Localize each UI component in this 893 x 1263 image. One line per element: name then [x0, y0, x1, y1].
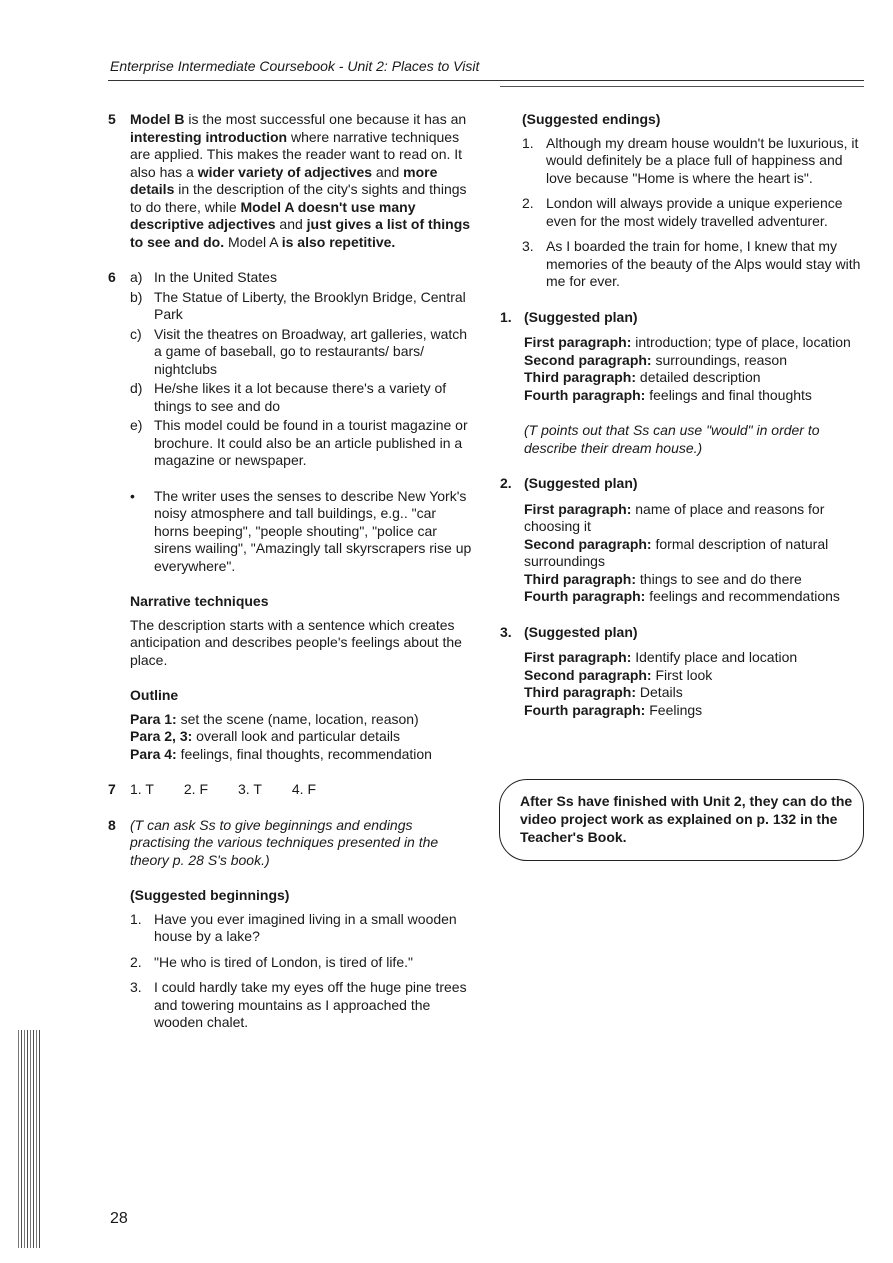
- plan-row-label: Second paragraph:: [524, 535, 652, 552]
- plan-number: 2.: [500, 475, 512, 491]
- exercise-7: [108, 781, 473, 799]
- plan-section: [500, 475, 872, 606]
- beginnings-heading: (Suggested beginnings): [130, 887, 290, 903]
- plan-rows: [524, 501, 872, 606]
- text-run: Model B: [130, 111, 185, 127]
- bullet-text: The writer uses the senses to describe New York's noisy atmosphere and tall buildings, e.g.. "car horns beeping", "people shouting", "police car sirens wailing", "Amazingly tall skyrscrapers rise up everywhere".: [154, 487, 472, 574]
- outline-label: Para 4:: [130, 745, 177, 762]
- plan-rows: [524, 334, 872, 404]
- text-run: in the description of the city's sights and things to do there, while: [130, 181, 467, 215]
- answer: 3. T: [238, 781, 262, 797]
- item-label: a): [130, 269, 143, 285]
- plan-heading: (Suggested plan): [524, 475, 638, 491]
- list-item: [130, 269, 473, 287]
- plan-row-text: feelings and final thoughts: [645, 386, 812, 403]
- list-item: [522, 195, 872, 230]
- plan-heading: (Suggested plan): [524, 308, 638, 325]
- plan-section: [500, 624, 872, 720]
- teacher-note: (T can ask Ss to give beginnings and endings practising the various techniques presented in the theory p. 28 S's book.): [130, 816, 439, 868]
- plan-row: [524, 667, 872, 685]
- item-label: 3.: [130, 979, 142, 995]
- item-text: "He who is tired of London, is tired of life.": [154, 953, 413, 970]
- item-label: 1.: [130, 910, 142, 927]
- plan-row: [524, 387, 872, 405]
- item-label: e): [130, 417, 143, 433]
- text-run: just gives a list of things to see and do.: [130, 216, 471, 250]
- item-text: Although my dream house wouldn't be luxurious, it would definitely be a place full of happiness and love because "Home is where the heart is".: [546, 134, 859, 186]
- list-item: [522, 135, 872, 188]
- exercise-5-text: [130, 111, 473, 251]
- list-item: [130, 954, 473, 972]
- exercise-8: [108, 817, 473, 1032]
- plan-row-label: First paragraph:: [524, 649, 632, 665]
- plan-row: [524, 536, 872, 571]
- text-run: is the most successful one because it has an: [184, 111, 467, 127]
- exercise-5: [108, 111, 473, 251]
- exercise-7-answers: [130, 781, 473, 799]
- outline-row: [130, 711, 473, 729]
- item-label: 3.: [522, 238, 534, 254]
- plan-row-text: surroundings, reason: [651, 351, 788, 368]
- plan-row-text: Identify place and location: [631, 649, 798, 665]
- item-text: This model could be found in a tourist magazine or brochure. It could also be an article published in a magazine or newspaper.: [154, 417, 468, 468]
- list-item: [130, 326, 473, 379]
- header-rule: [108, 80, 864, 81]
- exercise-number: 5: [108, 111, 116, 127]
- plan-section: [500, 309, 872, 458]
- item-text: Have you ever imagined living in a small wooden house by a lake?: [154, 910, 457, 944]
- item-label: d): [130, 380, 143, 396]
- outline-row: [130, 746, 473, 764]
- text-run: where narrative techniques are applied. This makes the reader want to read on. It also has a: [130, 128, 463, 180]
- plan-row-label: First paragraph:: [524, 334, 632, 350]
- exercise-6: [108, 269, 473, 763]
- text-run: more details: [130, 163, 438, 197]
- item-text: The Statue of Liberty, the Brooklyn Bridge, Central Park: [154, 288, 466, 322]
- plan-row-label: Third paragraph:: [524, 570, 637, 587]
- plan-row-label: First paragraph:: [524, 500, 632, 517]
- list-item: [130, 911, 473, 946]
- plan-row: [524, 588, 872, 606]
- plan-row-text: name of place and reasons for choosing it: [524, 500, 825, 534]
- plan-row-text: Details: [636, 684, 683, 700]
- exercise-number: 8: [108, 816, 116, 833]
- outline-row: [130, 728, 473, 746]
- text-run: and: [372, 163, 404, 180]
- plan-row-label: Second paragraph:: [524, 666, 652, 683]
- answer: 2. F: [183, 781, 208, 797]
- outline-text: feelings, final thoughts, recommendation: [176, 745, 432, 762]
- plans: [500, 308, 872, 720]
- plan-row-text: feelings and recommendations: [645, 588, 840, 604]
- page-number: 28: [110, 1210, 128, 1227]
- binding-edge-decoration: [18, 1030, 40, 1248]
- plan-row: [524, 571, 872, 589]
- answer: 1. T: [130, 781, 154, 797]
- narrative-heading: Narrative techniques: [130, 593, 269, 609]
- narrative-text: The description starts with a sentence which creates anticipation and describes people's feelings about the place.: [130, 616, 462, 668]
- item-label: c): [130, 325, 142, 342]
- outline-heading: Outline: [130, 687, 179, 703]
- plan-row: [524, 369, 872, 387]
- list-item: [130, 289, 473, 324]
- plan-row: [524, 649, 872, 667]
- list-item: [522, 238, 872, 291]
- exercise-6-items: [130, 269, 473, 470]
- left-column: [108, 111, 473, 1032]
- plan-row: [524, 334, 872, 352]
- right-column: [500, 111, 872, 719]
- outline-text: overall look and particular details: [192, 728, 401, 744]
- plan-row: [524, 501, 872, 536]
- answer: 4. F: [291, 781, 316, 797]
- outline-text: set the scene (name, location, reason): [176, 710, 419, 727]
- plan-row-label: Third paragraph:: [524, 369, 637, 385]
- plan-note: (T points out that Ss can use "would" in order to describe their dream house.): [524, 422, 820, 456]
- plan-row: [524, 352, 872, 370]
- item-label: b): [130, 288, 143, 305]
- header-rule-secondary: [500, 86, 864, 87]
- video-project-callout: After Ss have finished with Unit 2, they can do the video project work as explained on p. 132 in the Teacher's Book.: [499, 779, 864, 861]
- list-item: [130, 380, 473, 415]
- exercise-number: 7: [108, 781, 116, 797]
- item-label: 1.: [522, 134, 534, 151]
- plan-row-label: Third paragraph:: [524, 684, 637, 700]
- item-label: 2.: [522, 195, 534, 211]
- endings-heading: (Suggested endings): [522, 111, 661, 127]
- bullet-item: [130, 488, 473, 576]
- plan-row-text: First look: [651, 666, 713, 683]
- text-run: and: [275, 216, 307, 232]
- item-text: As I boarded the train for home, I knew that my memories of the beauty of the Alps would stay with me for ever.: [546, 238, 861, 289]
- text-run: interesting introduction: [130, 128, 288, 145]
- list-item: [130, 417, 473, 470]
- outline-list: [130, 711, 473, 764]
- item-text: He/she likes it a lot because there's a variety of things to see and do: [154, 380, 447, 414]
- text-run: is also repetitive.: [281, 233, 396, 250]
- text-run: Model A: [224, 233, 282, 250]
- running-header: Enterprise Intermediate Coursebook - Unit 2: Places to Visit: [110, 58, 480, 74]
- endings-list: [522, 135, 872, 291]
- plan-row-text: formal description of natural surroundings: [524, 535, 829, 569]
- plan-number: 1.: [500, 308, 512, 325]
- item-label: 2.: [130, 953, 142, 970]
- plan-row: [524, 702, 872, 720]
- text-run: wider variety of adjectives: [197, 163, 373, 180]
- list-item: [130, 979, 473, 1032]
- exercise-number: 6: [108, 269, 116, 285]
- item-text: I could hardly take my eyes off the huge pine trees and towering mountains as I approached the wooden chalet.: [154, 979, 467, 1030]
- outline-label: Para 1:: [130, 710, 177, 727]
- plan-row-text: Feelings: [645, 701, 703, 718]
- plan-number: 3.: [500, 623, 512, 640]
- item-text: Visit the theatres on Broadway, art galleries, watch a game of baseball, go to restaurants/ bars/ nightclubs: [154, 325, 468, 377]
- plan-row-label: Fourth paragraph:: [524, 701, 646, 718]
- item-text: London will always provide a unique experience even for the most widely travelled adventurer.: [546, 195, 843, 229]
- plan-rows: [524, 649, 872, 719]
- plan-row: [524, 684, 872, 702]
- beginnings-list: [130, 911, 473, 1032]
- plan-row-text: introduction; type of place, location: [631, 334, 851, 350]
- plan-row-label: Fourth paragraph:: [524, 588, 646, 604]
- plan-row-label: Second paragraph:: [524, 351, 652, 368]
- plan-row-text: detailed description: [636, 369, 761, 385]
- bullet-marker: •: [130, 487, 135, 504]
- plan-row-label: Fourth paragraph:: [524, 386, 646, 403]
- plan-row-text: things to see and do there: [636, 570, 802, 587]
- item-text: In the United States: [154, 269, 277, 285]
- plan-heading: (Suggested plan): [524, 623, 638, 640]
- outline-label: Para 2, 3:: [130, 728, 193, 744]
- text-run: Model A doesn't use many descriptive adjectives: [130, 198, 416, 232]
